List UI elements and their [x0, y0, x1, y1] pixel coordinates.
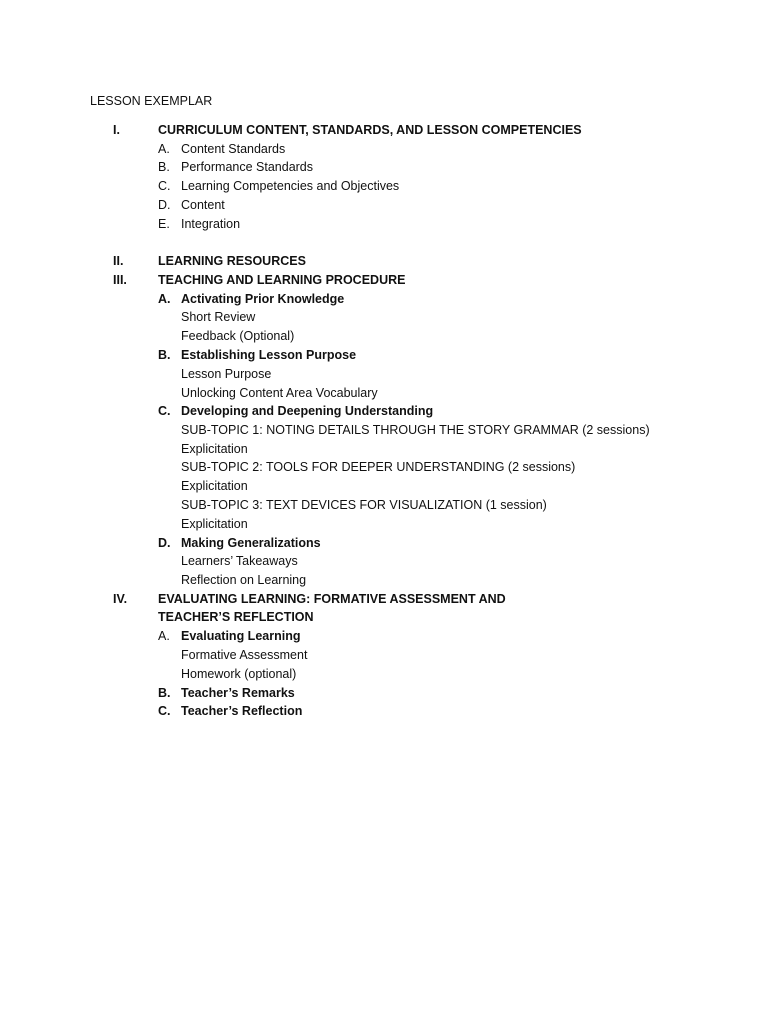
sub-item-label: Formative Assessment: [181, 648, 308, 662]
sub-item-label: Learners’ Takeaways: [181, 554, 298, 568]
item-letter: D.: [158, 198, 171, 212]
sub-item-label: Reflection on Learning: [181, 573, 307, 587]
item-label: Making Generalizations: [181, 536, 321, 550]
section-heading: EVALUATING LEARNING: FORMATIVE ASSESSMENT AND: [158, 592, 506, 606]
sub-item-label: Explicitation: [181, 517, 248, 531]
section-numeral: III.: [113, 273, 127, 287]
sub-item-label: SUB-TOPIC 1: NOTING DETAILS THROUGH THE STORY GRAMMAR (2 sessions): [181, 423, 650, 437]
sub-item-label: Feedback (Optional): [181, 329, 295, 343]
item-label: Teacher’s Remarks: [181, 686, 295, 700]
section-heading: LEARNING RESOURCES: [158, 254, 306, 268]
item-letter: D.: [158, 536, 171, 550]
item-letter: C.: [158, 404, 171, 418]
section-numeral: IV.: [113, 592, 128, 606]
item-letter: C.: [158, 179, 171, 193]
item-letter: B.: [158, 686, 171, 700]
item-label: Performance Standards: [181, 160, 314, 174]
sub-item-label: Homework (optional): [181, 667, 297, 681]
document-title: LESSON EXEMPLAR: [90, 94, 213, 108]
sub-item-label: Explicitation: [181, 442, 248, 456]
item-letter: B.: [158, 348, 171, 362]
section-heading: TEACHING AND LEARNING PROCEDURE: [158, 273, 406, 287]
sub-item-label: SUB-TOPIC 3: TEXT DEVICES FOR VISUALIZATION (1 session): [181, 498, 547, 512]
item-label: Integration: [181, 217, 241, 231]
item-label: Teacher’s Reflection: [181, 704, 303, 718]
item-letter: B.: [158, 160, 170, 174]
section-heading-cont: TEACHER’S REFLECTION: [158, 610, 314, 624]
item-letter: A.: [158, 292, 171, 306]
section-heading: CURRICULUM CONTENT, STANDARDS, AND LESSON COMPETENCIES: [158, 123, 582, 137]
sub-item-label: Unlocking Content Area Vocabulary: [181, 386, 378, 400]
item-label: Activating Prior Knowledge: [181, 292, 345, 306]
section-numeral: I.: [113, 123, 120, 137]
section-numeral: II.: [113, 254, 124, 268]
item-label: Content: [181, 198, 225, 212]
item-label: Content Standards: [181, 142, 286, 156]
sub-item-label: Short Review: [181, 310, 256, 324]
item-label: Evaluating Learning: [181, 629, 301, 643]
item-label: Establishing Lesson Purpose: [181, 348, 357, 362]
item-letter: E.: [158, 217, 170, 231]
item-letter: C.: [158, 704, 171, 718]
item-letter: A.: [158, 629, 170, 643]
sub-item-label: SUB-TOPIC 2: TOOLS FOR DEEPER UNDERSTANDING (2 sessions): [181, 460, 576, 474]
sub-item-label: Lesson Purpose: [181, 367, 272, 381]
item-letter: A.: [158, 142, 170, 156]
item-label: Learning Competencies and Objectives: [181, 179, 400, 193]
sub-item-label: Explicitation: [181, 479, 248, 493]
item-label: Developing and Deepening Understanding: [181, 404, 434, 418]
